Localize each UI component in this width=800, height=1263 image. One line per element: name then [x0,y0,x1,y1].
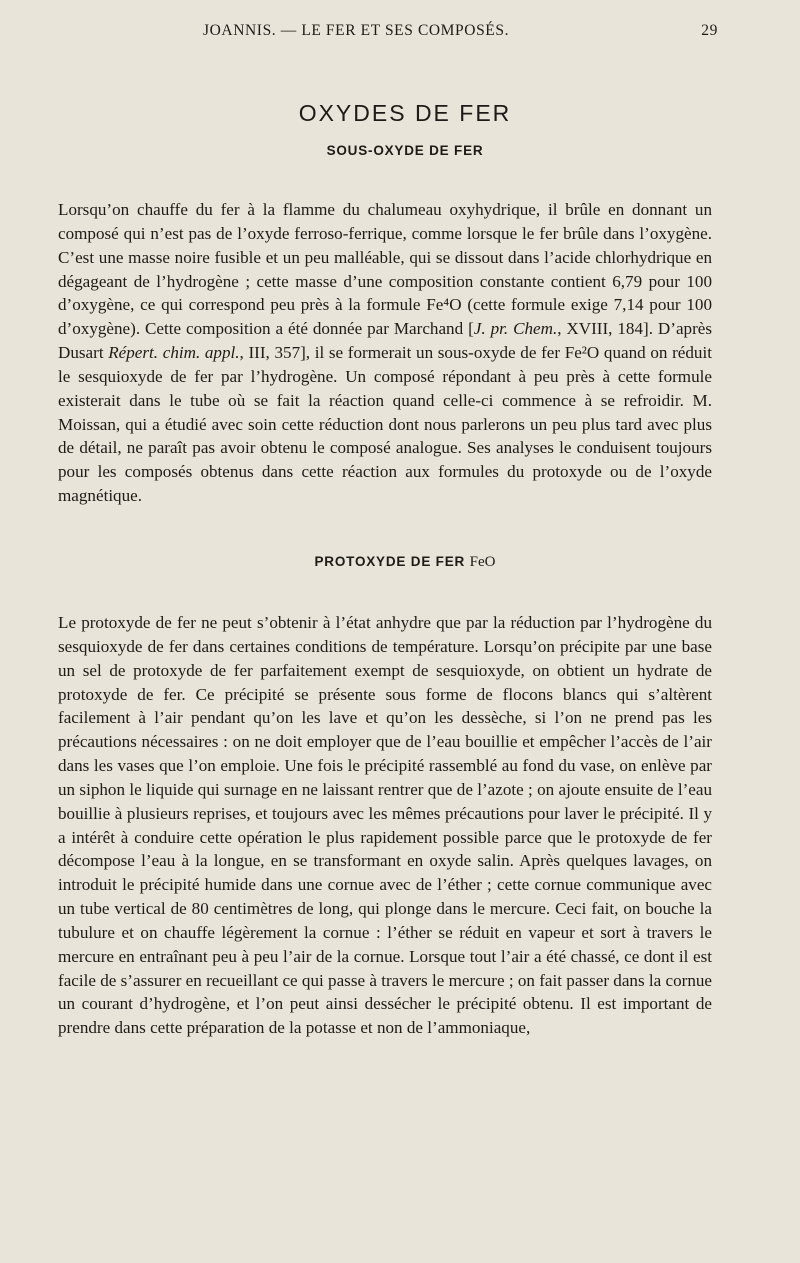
subsection-title-sous-oxyde [58,143,712,158]
paragraph-text: Le protoxyde de fer ne peut s’obtenir à l’état anhydre que par la réduction par l’hydrogène du sesquioxyde de fer dans certaines conditions de température. Lorsqu’on précipite par une base un sel de protoxyde de fer parfaitement exempt de sesquioxyde, on obtient un hydrate de protoxyde de fer. Ce précipité se présente sous forme de flocons blancs qui s’altèrent facilement à l’air pendant qu’on les lave et qu’on les dessèche, si l’on ne prend pas les précautions nécessaires : on ne doit employer que de l’eau bouillie et empêcher l’accès de l’air dans les vases que l’on emploie. Une fois le précipité rassemblé au fond du vase, on enlève par un siphon le liquide qui surnage en ne laissant rentrer que de l’azote ; on ajoute ensuite de l’eau bouillie à plusieurs reprises, et toujours avec les mêmes précautions pour laver le précipité. Il y a intérêt à conduire cette opération le plus rapidement possible parce que le protoxyde de fer décompose l’eau à la longue, en se transformant en oxyde salin. Après quelques lavages, on introduit le précipité humide dans une cornue avec de l’éther ; cette cornue communique avec un tube vertical de 80 centimètres de long, qui plonge dans le mercure. Ceci fait, on bouche la tubulure et on chauffe légèrement la cornue : l’éther se réduit en vapeur et sort à travers le mercure en entraînant peu à peu l’air de la cornue. Lorsque tout l’air a été chassé, ce dont il est facile de s’assurer en recueillant ce qui passe à travers le mercure ; on fait passer dans la cornue un courant d’hydrogène, et l’on peut ainsi dessécher le précipité obtenu. Il est important de prendre dans cette préparation de la potasse et non de l’ammoniaque, [58,612,713,1038]
section-title: OXYDES DE FER [298,100,512,126]
chemical-formula: FeO [469,553,496,570]
subsection-title-text: SOUS-OXYDE DE FER [326,143,484,158]
paragraph-text: , XVIII, 184]. D’après Dusart [58,319,713,363]
citation-journal: Répert. chim. appl. [108,343,240,363]
citation-journal: J. pr. Chem. [473,319,558,339]
subsection-title-protoxyde [58,554,712,571]
paragraph-text: , III, 357], il se formerait un sous-oxyde de fer Fe²O quand on réduit le sesquioxyde de fer par l’hydrogène. Un composé répondant à peu près à cette formule existerait dans le tube où se fait la réaction quand celle-ci commence à se refroidir. M. Moissan, qui a étudié avec soin cette réduction dont nous parlerons un peu plus tard avec plus de détail, ne paraît pas avoir obtenu le composé analogue. Ses analyses le conduisent toujours pour les composés obtenus dans cette réaction aux formules du protoxyde ou de l’oxyde magnétique. [58,343,712,506]
paragraph-sous-oxyde [58,198,712,508]
paragraph-text: Lorsqu’on chauffe du fer à la flamme du chalumeau oxyhydrique, il brûle en donnant un composé qui n’est pas de l’oxyde ferroso-ferrique, comme lorsque le fer brûle dans l’oxygène. C’est une masse noire fusible et un peu malléable, qui se dissout dans l’acide chlorhydrique en dégageant de l’hydrogène ; cette masse d’une composition constante contient 6,79 pour 100 d’oxygène, ce qui correspond peu près à la formule Fe⁴O (cette formule exige 7,14 pour 100 d’oxygène). Cette composition a été donnée par Marchand [ [58,200,712,339]
running-title: JOANNIS. — LE FER ET SES COMPOSÉS. [203,22,510,39]
running-head [58,14,718,48]
page-number: 29 [701,22,718,39]
paragraph-protoxyde [58,611,712,1040]
subsection-title-text: PROTOXYDE DE FER [314,553,466,569]
